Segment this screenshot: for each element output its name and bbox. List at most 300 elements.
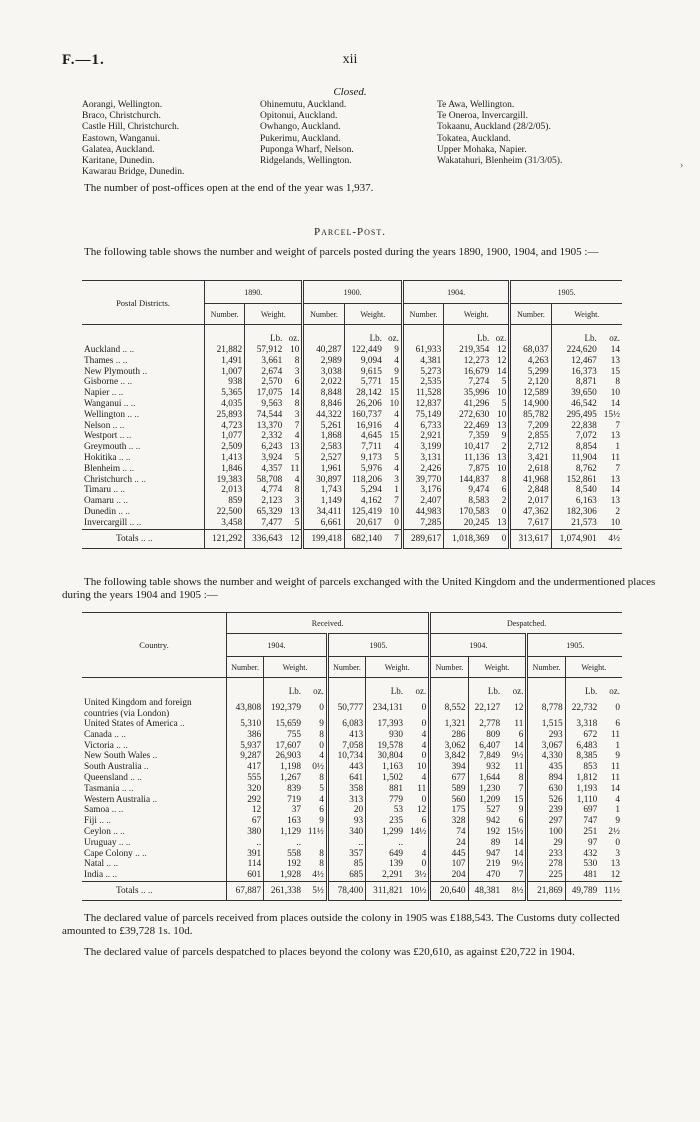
- leader-dots: .. ..: [111, 805, 124, 816]
- cell-oz: 7: [615, 463, 620, 474]
- cell-number: 47,362: [510, 507, 551, 518]
- leader-dots: .. ..: [116, 496, 128, 507]
- table-row: [82, 698, 622, 719]
- cell-number: 24: [430, 838, 468, 849]
- cell-lb: 839: [264, 784, 303, 795]
- leader-dots: .. ..: [111, 388, 124, 399]
- cell-oz: 12: [497, 355, 507, 366]
- row-name: Cape Colony: [84, 848, 133, 859]
- closed-office-item: Galatea, Auckland.: [82, 144, 155, 155]
- cell-number: 417: [227, 762, 264, 773]
- row-name: Auckland: [84, 345, 121, 355]
- cell-lb: 97: [565, 838, 599, 849]
- cell-oz: 0: [421, 794, 427, 805]
- cell-lb: 6,163: [551, 496, 599, 507]
- table-row: [82, 849, 622, 860]
- leader-dots: .. ..: [122, 345, 135, 355]
- row-label: [82, 730, 227, 741]
- cell-number: 328: [430, 816, 468, 827]
- row-label: [82, 496, 205, 507]
- cell-lb: 558: [264, 849, 303, 860]
- cell-number: 74: [430, 827, 468, 838]
- unit-spacer: [510, 325, 551, 346]
- table-row: [82, 345, 622, 356]
- row-label: [82, 741, 227, 752]
- leader-dots: .. ..: [140, 533, 153, 544]
- cell-oz: 1: [615, 442, 620, 453]
- cell-oz: 4: [421, 729, 427, 740]
- row-label: [82, 377, 205, 388]
- row-name: Tasmania: [84, 783, 120, 794]
- closed-heading: Closed.: [333, 86, 367, 98]
- weight-subheader: Weight.: [344, 304, 402, 325]
- cell-oz: 8: [319, 729, 324, 740]
- cell-oz: 9½: [511, 751, 524, 762]
- leader-dots: .. ..: [135, 848, 147, 859]
- row-name: Gisborne: [84, 377, 119, 388]
- cell-oz: 12: [514, 703, 524, 714]
- cell-lb: 3,661: [245, 356, 285, 367]
- cell-lb: 234,131: [366, 698, 405, 719]
- cell-number: 358: [327, 784, 365, 795]
- row-label: [82, 485, 205, 496]
- cell-lb: 2,332: [245, 431, 285, 442]
- cell-number: 43,808: [227, 698, 264, 719]
- table-row: [82, 762, 622, 773]
- leader-dots: .. ..: [113, 826, 125, 837]
- year-header-row: [82, 281, 622, 304]
- row-label: [82, 388, 205, 399]
- cell-oz: 4: [421, 848, 427, 859]
- cell-number: 34,411: [303, 507, 344, 518]
- cell-number: 5,299: [510, 367, 551, 378]
- cell-lb: 22,732: [565, 698, 599, 719]
- row-label: [82, 421, 205, 432]
- leader-dots: .. ..: [129, 517, 142, 528]
- leader-dots: ..: [152, 751, 158, 762]
- declared-value-received: The declared value of parcels received from places outside the colony in 1905 was £188,543. The Customs duty collected amounted to £39,728 1s. 10d.: [62, 912, 620, 937]
- cell-lb: 26,903: [264, 751, 303, 762]
- row-label: [82, 805, 227, 816]
- unit-oz: oz.: [495, 333, 507, 343]
- cell-number: ..: [327, 838, 365, 849]
- cell-number: 3,458: [205, 518, 245, 529]
- cell-lb: 7,359: [444, 431, 492, 442]
- cell-oz: 4: [394, 409, 399, 420]
- row-label: [82, 849, 227, 860]
- intro-paragraph-1: The following table shows the number and weight of parcels posted during the years 1890, 1900, 1904, and 1905 :—: [84, 246, 599, 258]
- cell-number: 8,848: [303, 388, 344, 399]
- cell-number: 641: [327, 773, 365, 784]
- closed-office-item: Pukerimu, Auckland.: [260, 133, 341, 144]
- cell-number: 1,491: [205, 356, 245, 367]
- table-row: [82, 410, 622, 421]
- table-row: [82, 816, 622, 827]
- cell-lb: 881: [366, 784, 405, 795]
- cell-lb: 125,419: [344, 507, 384, 518]
- leader-dots: .. ..: [123, 398, 136, 409]
- parcels-exchanged-table: [82, 612, 622, 901]
- cell-lb: 192: [264, 859, 303, 870]
- cell-oz: 15: [514, 794, 524, 805]
- cell-number: 68,037: [510, 345, 551, 356]
- table-row: [82, 475, 622, 486]
- cell-lb: 1,812: [565, 773, 599, 784]
- cell-number: 5,273: [402, 367, 443, 378]
- leader-dots: ..: [180, 719, 185, 729]
- weight-subheader: Weight.: [245, 304, 303, 325]
- cell-lb: 12,467: [551, 356, 599, 367]
- cell-lb: 649: [366, 849, 405, 860]
- table-row: [82, 719, 622, 730]
- cell-lb: 17,607: [264, 741, 303, 752]
- leader-dots: ..: [142, 366, 148, 377]
- cell-oz: 11: [514, 719, 524, 729]
- row-name: Totals: [116, 885, 139, 896]
- cell-oz: 9: [518, 805, 524, 816]
- table-row: [82, 356, 622, 367]
- cell-lb: 719: [264, 795, 303, 806]
- cell-lb: 7,274: [444, 377, 492, 388]
- unit-row: [82, 325, 622, 346]
- cell-number: 225: [527, 870, 565, 881]
- cell-number: 894: [527, 773, 565, 784]
- cell-number: 93: [327, 816, 365, 827]
- row-label: [82, 442, 205, 453]
- leader-dots: .. ..: [113, 485, 125, 496]
- leader-dots: .. ..: [118, 452, 131, 463]
- cell-oz: 13: [610, 431, 620, 442]
- leader-dots: .. ..: [99, 816, 111, 827]
- cell-number: ..: [227, 838, 264, 849]
- table-row: [82, 431, 622, 442]
- cell-number: 4,381: [402, 356, 443, 367]
- cell-lb: 1,299: [366, 827, 405, 838]
- cell-oz: 12: [284, 529, 303, 548]
- cell-oz: 0: [394, 517, 399, 528]
- row-label: [82, 751, 227, 762]
- cell-number: 121,292: [205, 529, 245, 548]
- cell-oz: 4: [394, 442, 399, 453]
- leader-dots: .. ..: [122, 463, 135, 474]
- cell-number: 114: [227, 859, 264, 870]
- cell-lb: 22,838: [551, 421, 599, 432]
- row-label: [82, 356, 205, 367]
- cell-number: 175: [430, 805, 468, 816]
- cell-lb: 6,407: [468, 741, 502, 752]
- cell-number: 1,007: [205, 367, 245, 378]
- cell-oz: 10: [389, 506, 399, 517]
- cell-number: 44,983: [402, 507, 443, 518]
- cell-number: 8,552: [430, 698, 468, 719]
- cell-number: 78,400: [327, 881, 365, 900]
- weight-subheader: Weight.: [366, 657, 430, 678]
- closed-office-item: Aorangi, Wellington.: [82, 100, 163, 110]
- cell-number: 22,500: [205, 507, 245, 518]
- row-label: [82, 431, 205, 442]
- cell-oz: 8: [294, 485, 300, 496]
- cell-oz: 6: [518, 729, 524, 740]
- cell-lb: 89: [468, 838, 502, 849]
- cell-oz: 8: [615, 377, 620, 388]
- number-subheader: Number.: [402, 304, 443, 325]
- cell-oz: 13: [290, 506, 300, 517]
- row-label: [82, 859, 227, 870]
- cell-number: 7,617: [510, 518, 551, 529]
- cell-lb: 2,291: [366, 870, 405, 881]
- cell-lb: 163: [264, 816, 303, 827]
- cell-number: 4,035: [205, 399, 245, 410]
- cell-oz: 11: [514, 762, 524, 773]
- unit-row: [82, 678, 622, 699]
- totals-row: [82, 529, 622, 548]
- cell-lb: 672: [565, 730, 599, 741]
- cell-number: 1,413: [205, 453, 245, 464]
- unit-oz: oz.: [609, 686, 620, 696]
- unit-spacer: [430, 678, 468, 699]
- cell-oz: 13: [290, 442, 300, 453]
- unit-lb: Lb.: [245, 325, 285, 346]
- closed-office-item: Ridgelands, Wellington.: [260, 156, 352, 167]
- row-label: [82, 507, 205, 518]
- cell-oz: 7: [615, 420, 620, 431]
- cell-number: 3,176: [402, 485, 443, 496]
- cell-number: 2,120: [510, 377, 551, 388]
- row-label: [82, 816, 227, 827]
- cell-number: 85,782: [510, 410, 551, 421]
- closed-office-item: Castle Hill, Christchurch.: [82, 122, 180, 133]
- cell-oz: 13: [610, 859, 620, 870]
- cell-number: 630: [527, 784, 565, 795]
- unit-spacer: [527, 678, 565, 699]
- closed-office-item: Opitonui, Auckland.: [260, 111, 338, 122]
- row-name: Invercargill: [84, 517, 128, 528]
- table-row: [82, 464, 622, 475]
- margin-mark: ›: [680, 160, 684, 171]
- cell-number: 380: [227, 827, 264, 838]
- cell-oz: 5: [294, 452, 300, 463]
- cell-number: 204: [430, 870, 468, 881]
- cell-lb: 219,354: [444, 345, 492, 356]
- cell-oz: 10: [416, 762, 427, 773]
- cell-number: 199,418: [303, 529, 344, 548]
- table-row: [82, 485, 622, 496]
- unit-spacer: [303, 325, 344, 346]
- row-label: [82, 698, 227, 719]
- row-label: [82, 518, 205, 529]
- cell-lb: 21,573: [551, 518, 599, 529]
- cell-number: 29: [527, 838, 565, 849]
- cell-lb: 65,329: [245, 507, 285, 518]
- cell-oz: 4: [294, 474, 300, 485]
- cell-number: 233: [527, 849, 565, 860]
- cell-number: 4,723: [205, 421, 245, 432]
- cell-oz: 12: [610, 870, 620, 881]
- cell-lb: 58,708: [245, 475, 285, 486]
- cell-number: 6,083: [327, 719, 365, 730]
- cell-number: 21,869: [527, 881, 565, 900]
- cell-number: 601: [227, 870, 264, 881]
- leader-dots: .. ..: [116, 740, 128, 751]
- cell-lb: 1,018,369: [444, 529, 492, 548]
- cell-oz: 6: [319, 805, 324, 816]
- cell-lb: 139: [366, 859, 405, 870]
- cell-oz: 1: [615, 740, 620, 751]
- cell-number: 677: [430, 773, 468, 784]
- closed-office-item: Upper Mohaka, Napier.: [437, 144, 527, 155]
- cell-oz: 15: [389, 377, 399, 388]
- year-header: 1900.: [303, 281, 403, 304]
- cell-number: 938: [205, 377, 245, 388]
- parcel-post-heading: Parcel-Post.: [314, 226, 386, 238]
- row-label: [82, 870, 227, 881]
- cell-lb: 37: [264, 805, 303, 816]
- cell-lb: 9,563: [245, 399, 285, 410]
- page-number: xii: [342, 52, 358, 67]
- closed-office-item: Te Oneroa, Invercargill.: [437, 111, 528, 122]
- row-label: [82, 399, 205, 410]
- unit-lb: Lb.: [551, 325, 599, 346]
- cell-number: 6,661: [303, 518, 344, 529]
- cell-oz: 15: [389, 388, 399, 399]
- cell-lb: 4,162: [344, 496, 384, 507]
- parcels-posted-table: [82, 280, 622, 549]
- cell-oz: 2: [501, 496, 507, 507]
- cell-oz: 10: [497, 463, 507, 474]
- cell-number: 239: [527, 805, 565, 816]
- row-label: [82, 773, 227, 784]
- cell-lb: 4,645: [344, 431, 384, 442]
- cell-number: 391: [227, 849, 264, 860]
- cell-oz: 2: [501, 442, 507, 453]
- cell-number: 1,077: [205, 431, 245, 442]
- unit-lb: Lb.: [344, 325, 384, 346]
- row-name: Western Australia: [84, 794, 151, 805]
- cell-lb: 17,393: [366, 719, 405, 730]
- table-row: [82, 784, 622, 795]
- table-row: [82, 421, 622, 432]
- number-subheader: Number.: [327, 657, 365, 678]
- weight-subheader: Weight.: [444, 304, 510, 325]
- cell-oz: 4: [319, 751, 324, 762]
- closed-office-item: Kawarau Bridge, Dunedin.: [82, 167, 185, 178]
- cell-lb: 9,094: [344, 356, 384, 367]
- cell-oz: 4: [319, 794, 324, 805]
- cell-number: 3,421: [510, 453, 551, 464]
- cell-oz: 15: [389, 431, 399, 442]
- cell-lb: 7,072: [551, 431, 599, 442]
- cell-oz: 8: [319, 772, 324, 783]
- intro-paragraph-2: The following table shows the number and weight of parcels exchanged with the United Kingdom and the undermentioned places during the years 1904 and 1905 :—: [62, 576, 656, 601]
- row-name: Samoa: [84, 805, 110, 816]
- cell-lb: 272,630: [444, 410, 492, 421]
- cell-lb: 7,477: [245, 518, 285, 529]
- row-label: [82, 827, 227, 838]
- row-name: Natal: [84, 859, 105, 870]
- cell-lb: 6,243: [245, 442, 285, 453]
- table-row: [82, 795, 622, 806]
- cell-lb: 118,206: [344, 475, 384, 486]
- cell-oz: 4: [394, 420, 399, 431]
- cell-number: 20: [327, 805, 365, 816]
- cell-number: 12,837: [402, 399, 443, 410]
- cell-oz: 12: [497, 345, 507, 355]
- closed-list-col2: [260, 100, 354, 167]
- row-name: Wellington: [84, 409, 126, 420]
- cell-number: 2,989: [303, 356, 344, 367]
- cell-oz: 5: [319, 783, 324, 794]
- cell-oz: 0: [615, 837, 620, 848]
- cell-number: 39,770: [402, 475, 443, 486]
- cell-lb: 3,924: [245, 453, 285, 464]
- cell-oz: 4½: [599, 529, 622, 548]
- year-header: 1904.: [402, 281, 509, 304]
- cell-lb: 9,615: [344, 367, 384, 378]
- table-row: [82, 367, 622, 378]
- cell-oz: 0: [421, 703, 427, 714]
- cell-number: 320: [227, 784, 264, 795]
- cell-number: 292: [227, 795, 264, 806]
- cell-number: 445: [430, 849, 468, 860]
- cell-lb: 1,163: [366, 762, 405, 773]
- cell-oz: 4: [615, 794, 620, 805]
- cell-number: 1,868: [303, 431, 344, 442]
- cell-number: 5,310: [227, 719, 264, 730]
- cell-lb: 7,849: [468, 751, 502, 762]
- cell-oz: 14: [514, 848, 524, 859]
- group-header-row: [82, 613, 622, 634]
- cell-number: 8,778: [527, 698, 565, 719]
- cell-lb: 219: [468, 859, 502, 870]
- unit-oz: oz.: [512, 686, 524, 696]
- row-label: [82, 881, 227, 900]
- number-subheader: Number.: [430, 657, 468, 678]
- weight-subheader: Weight.: [468, 657, 527, 678]
- cell-oz: 7: [384, 529, 403, 548]
- weight-subheader: Weight.: [551, 304, 622, 325]
- cell-number: 2,848: [510, 485, 551, 496]
- cell-lb: 192: [468, 827, 502, 838]
- cell-lb: 336,643: [245, 529, 285, 548]
- cell-number: 61,933: [402, 345, 443, 356]
- cell-oz: 11: [290, 463, 300, 474]
- cell-lb: 30,804: [366, 751, 405, 762]
- cell-oz: 8: [501, 474, 507, 485]
- cell-oz: 6: [615, 719, 620, 729]
- cell-lb: 8,854: [551, 442, 599, 453]
- cell-number: 526: [527, 795, 565, 806]
- cell-lb: 3,318: [565, 719, 599, 730]
- cell-oz: 0: [319, 703, 324, 714]
- cell-lb: 747: [565, 816, 599, 827]
- cell-number: 1,515: [527, 719, 565, 730]
- leader-dots: .. ..: [112, 420, 125, 431]
- closed-office-item: Te Awa, Wellington.: [437, 100, 515, 110]
- cell-oz: 0: [501, 506, 507, 517]
- closed-office-item: Puponga Wharf, Nelson.: [260, 144, 354, 155]
- row-name: Canada: [84, 729, 112, 740]
- cell-oz: 9: [501, 431, 507, 442]
- cell-number: 589: [430, 784, 468, 795]
- cell-lb: 930: [366, 730, 405, 741]
- cell-number: 2,921: [402, 431, 443, 442]
- cell-lb: 2,778: [468, 719, 502, 730]
- cell-number: 293: [527, 730, 565, 741]
- row-name: United States of America: [84, 719, 178, 729]
- cell-lb: 5,976: [344, 464, 384, 475]
- cell-lb: 28,142: [344, 388, 384, 399]
- leader-dots: .. ..: [105, 870, 118, 881]
